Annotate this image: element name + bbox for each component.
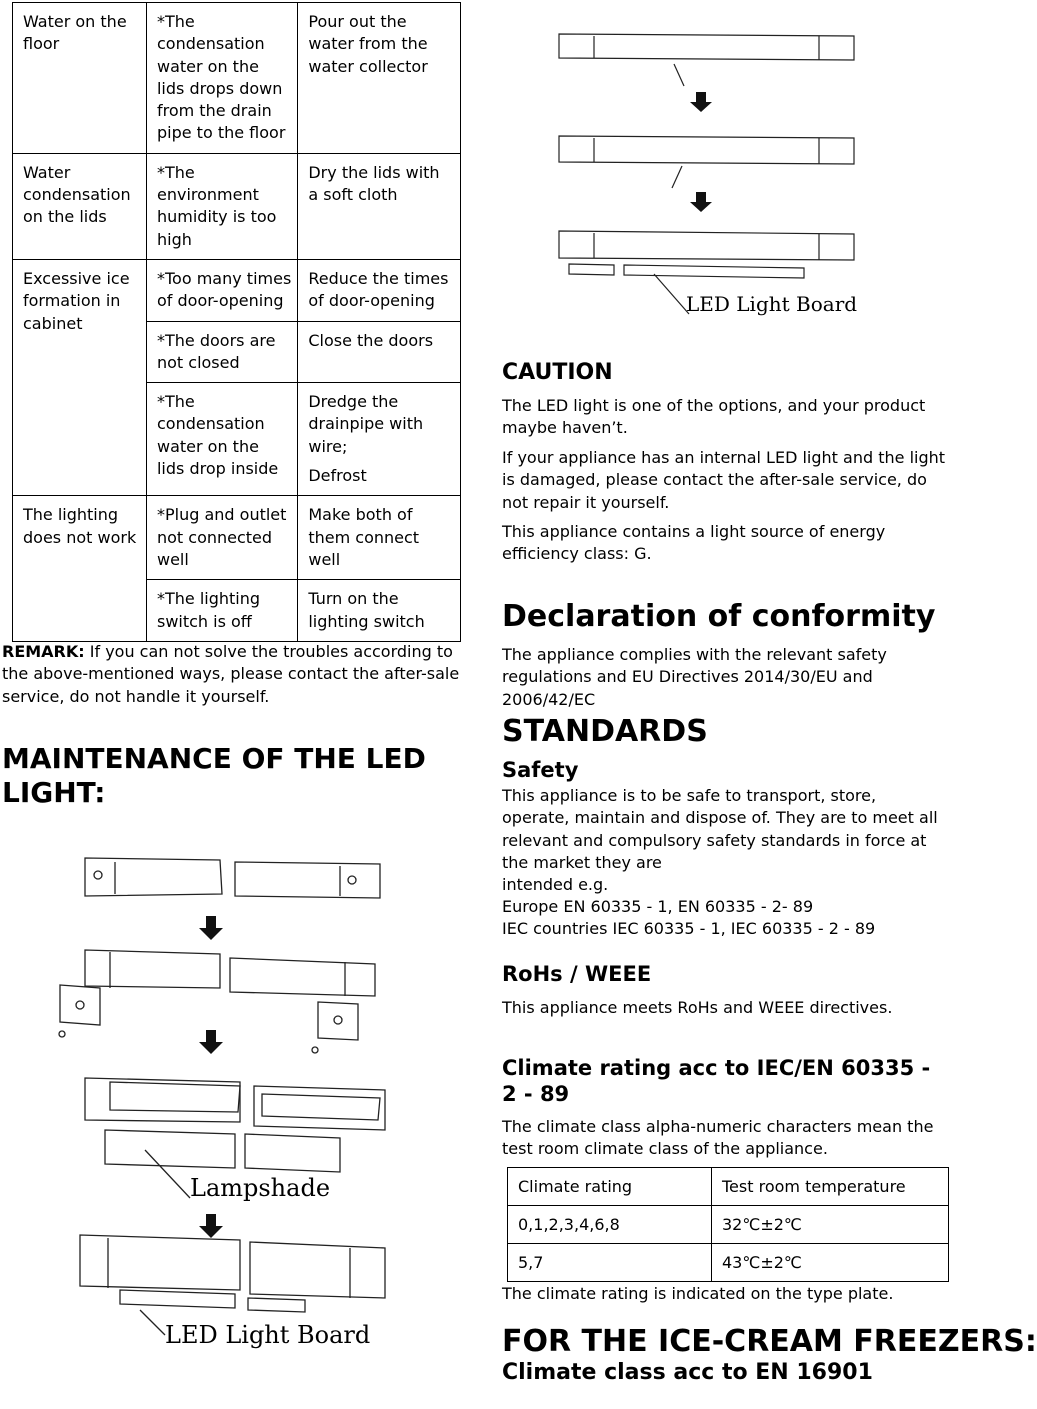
problem-cell: Water on the floor <box>13 3 147 154</box>
cause-cell: *The environment humidity is too high <box>146 153 297 259</box>
cause-cell: *The condensation water on the lids drops down from the drain pipe to the floor <box>146 3 297 154</box>
climate-note: The climate rating is indicated on the type plate. <box>502 1284 894 1303</box>
cause-cell: *Plug and outlet not connected well <box>146 496 297 580</box>
climate-intro: The climate class alpha-numeric characters mean the test room climate class of the appliance. <box>502 1117 934 1159</box>
solution-cell <box>298 383 461 496</box>
troubleshooting-table <box>12 2 461 642</box>
freezers-heading: FOR THE ICE-CREAM FREEZERS: <box>502 1324 1037 1359</box>
solution-cell: Turn on the lighting switch <box>298 580 461 642</box>
cause-cell: *The doors are not closed <box>146 321 297 383</box>
problem-cell: Excessive ice formation in cabinet <box>13 259 147 495</box>
table-cell: 43℃±2℃ <box>712 1244 949 1282</box>
remark-text: If you can not solve the troubles according to the above-mentioned ways, please contact the after-sale service, do not handle it yourself. <box>2 642 460 706</box>
solution-line: Dredge the drainpipe with wire; <box>308 392 424 456</box>
safety-text-2: intended e.g. <box>502 875 609 894</box>
standards-heading: STANDARDS <box>502 714 708 749</box>
table-cell: 5,7 <box>508 1244 712 1282</box>
safety-text-4: IEC countries IEC 60335 - 1, IEC 60335 - 2 - 89 <box>502 919 876 938</box>
safety-heading: Safety <box>502 758 579 782</box>
table-cell: 0,1,2,3,4,6,8 <box>508 1206 712 1244</box>
solution-line: Defrost <box>308 466 367 486</box>
freezers-subheading: Climate class acc to EN 16901 <box>502 1360 873 1385</box>
rohs-text: This appliance meets RoHs and WEEE directives. <box>502 998 893 1017</box>
led-maintenance-diagram <box>40 850 440 1380</box>
safety-text-1: This appliance is to be safe to transport, store, operate, maintain and dispose of. They are to meet all relevant and compulsory safety standards in force at the market they are <box>502 786 938 872</box>
problem-cell: The lighting does not work <box>13 496 147 641</box>
declaration-text: The appliance complies with the relevant safety regulations and EU Directives 2014/30/EU and 2006/42/EC <box>502 645 887 709</box>
table-row <box>13 496 461 580</box>
cause-cell: *The lighting switch is off <box>146 580 297 642</box>
cause-cell: *The condensation water on the lids drop inside <box>146 383 297 496</box>
led-board-label-right: LED Light Board <box>686 292 858 316</box>
down-arrow-icon <box>690 92 712 112</box>
solution-cell: Reduce the times of door-opening <box>298 259 461 321</box>
table-header-cell: Test room temperature <box>712 1168 949 1206</box>
solution-cell: Pour out the water from the water collector <box>298 3 461 154</box>
table-row <box>508 1244 949 1282</box>
table-row <box>13 153 461 259</box>
problem-cell: Water condensation on the lids <box>13 153 147 259</box>
table-header-cell: Climate rating <box>508 1168 712 1206</box>
table-row <box>13 259 461 321</box>
caution-paragraph-3: This appliance contains a light source of energy efficiency class: G. <box>502 522 886 564</box>
remark-paragraph <box>2 641 462 708</box>
caution-paragraph-1: The LED light is one of the options, and your product maybe haven’t. <box>502 396 926 438</box>
solution-cell: Make both of them connect well <box>298 496 461 580</box>
remark-label: REMARK: <box>2 642 85 661</box>
declaration-heading: Declaration of conformity <box>502 599 936 634</box>
led-board-diagram <box>554 26 864 326</box>
table-row <box>13 3 461 154</box>
table-row <box>508 1206 949 1244</box>
maintenance-heading: MAINTENANCE OF THE LED LIGHT: <box>2 742 426 809</box>
solution-cell: Dry the lids with a soft cloth <box>298 153 461 259</box>
table-row <box>508 1168 949 1206</box>
caution-heading: CAUTION <box>502 360 613 385</box>
caution-paragraph-2: If your appliance has an internal LED light and the light is damaged, please contact the after-sale service, do not repair it yourself. <box>502 448 946 512</box>
down-arrow-icon <box>690 192 712 212</box>
lampshade-label: Lampshade <box>190 1174 331 1202</box>
rohs-heading: RoHs / WEEE <box>502 962 652 986</box>
solution-cell: Close the doors <box>298 321 461 383</box>
climate-heading: Climate rating acc to IEC/EN 60335 - 2 - 89 <box>502 1056 931 1106</box>
table-cell: 32℃±2℃ <box>712 1206 949 1244</box>
led-board-label-left: LED Light Board <box>165 1321 371 1349</box>
safety-text-3: Europe EN 60335 - 1, EN 60335 - 2- 89 <box>502 897 814 916</box>
climate-table <box>507 1167 949 1282</box>
cause-cell: *Too many times of door-opening <box>146 259 297 321</box>
